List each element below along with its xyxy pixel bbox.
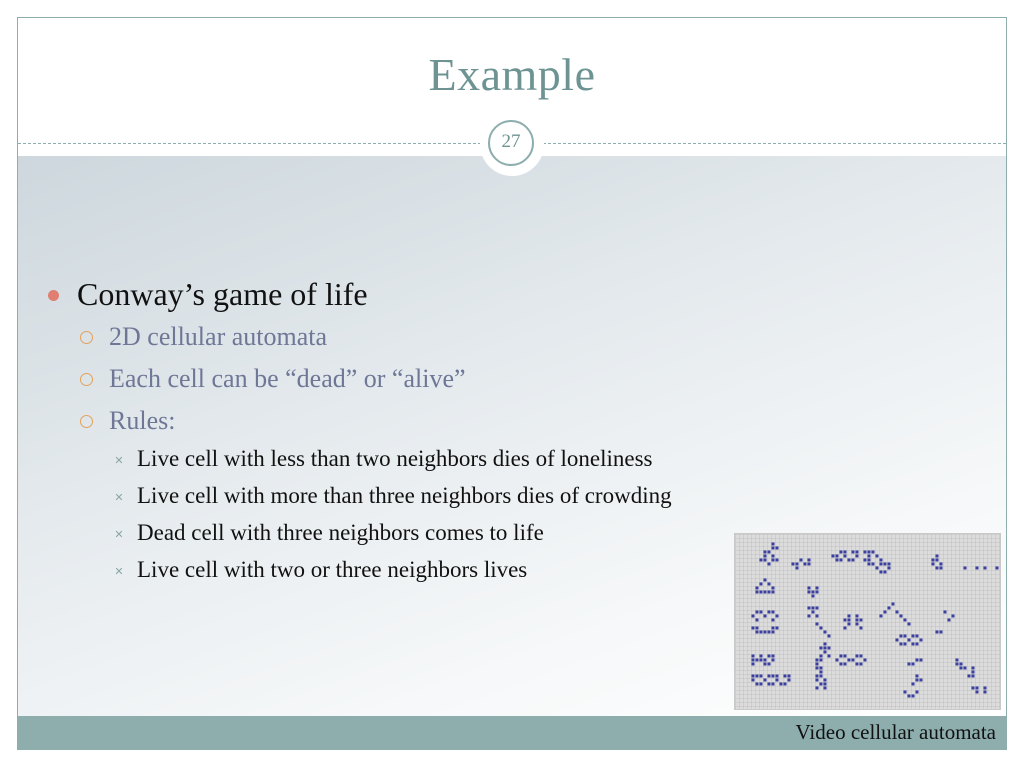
sub-bullet-automata [80,322,327,352]
live-cell [808,615,811,618]
live-cell [812,595,815,598]
live-cell [772,555,775,558]
live-cell [984,691,987,694]
live-cell [772,591,775,594]
live-cell [756,659,759,662]
live-cell [760,559,763,562]
live-cell [948,619,951,622]
live-cell [904,691,907,694]
live-cell [756,683,759,686]
live-cell [756,627,759,630]
live-cell [856,551,859,554]
live-cell [964,667,967,670]
live-cell [760,675,763,678]
hollow-circle-bullet-icon [80,373,93,386]
live-cell [764,631,767,634]
live-cell [984,567,987,570]
live-cell [756,631,759,634]
live-cell [936,567,939,570]
live-cell [900,615,903,618]
live-cell [848,559,851,562]
live-cell [964,567,967,570]
hollow-circle-bullet-icon [80,331,93,344]
live-cell [776,559,779,562]
live-cell [752,659,755,662]
live-cell [820,659,823,662]
live-cell [868,555,871,558]
slide-number: 27 [488,120,534,166]
live-cell [828,655,831,658]
live-cell [816,615,819,618]
live-cell [792,563,795,566]
live-cell [940,631,943,634]
live-cell [776,675,779,678]
live-cell [752,655,755,658]
live-cell [844,627,847,630]
live-cell [760,683,763,686]
live-cell [768,663,771,666]
live-cell [836,659,839,662]
live-cell [760,583,763,586]
live-cell [976,691,979,694]
live-cell [916,659,919,662]
live-cell [772,611,775,614]
live-cell [972,667,975,670]
live-cell [816,587,819,590]
live-cell [860,627,863,630]
live-cell [864,659,867,662]
live-cell [880,563,883,566]
live-cell [772,655,775,658]
live-cell [752,679,755,682]
live-cell [876,555,879,558]
live-cell [820,675,823,678]
live-cell [812,591,815,594]
live-cell [848,659,851,662]
live-cell [864,551,867,554]
sub-bullet-cell-states [80,364,466,394]
live-cell [756,619,759,622]
live-cell [828,635,831,638]
sub-bullet-rules [80,406,175,436]
live-cell [904,635,907,638]
live-cell [860,619,863,622]
live-cell [764,591,767,594]
live-cell [816,675,819,678]
live-cell [768,551,771,554]
live-cell [788,675,791,678]
live-cell [848,623,851,626]
live-cell [968,675,971,678]
live-cell [812,611,815,614]
live-cell [848,615,851,618]
live-cell [816,667,819,670]
live-cell [908,623,911,626]
live-cell [760,631,763,634]
star-bullet-icon: ✕ [114,455,124,468]
live-cell [776,615,779,618]
live-cell [760,591,763,594]
rule-item [114,520,544,546]
live-cell [912,695,915,698]
live-cell [856,655,859,658]
live-cell [768,563,771,566]
live-cell [772,547,775,550]
live-cell [844,663,847,666]
live-cell [772,631,775,634]
live-cell [836,559,839,562]
live-cell [820,655,823,658]
live-cell [840,655,843,658]
live-cell [784,683,787,686]
live-cell [772,683,775,686]
live-cell [936,559,939,562]
rule-text: Live cell with two or three neighbors lives [137,557,528,582]
live-cell [764,559,767,562]
live-cell [920,659,923,662]
live-cell [756,611,759,614]
live-cell [772,675,775,678]
live-cell [772,619,775,622]
live-cell [824,687,827,690]
live-cell [820,683,823,686]
live-cell [756,587,759,590]
live-cell [888,567,891,570]
live-cell [824,647,827,650]
live-cell [760,655,763,658]
live-cell [984,687,987,690]
live-cell [772,587,775,590]
live-cell [884,563,887,566]
bullet-level1 [48,276,368,313]
live-cell [840,559,843,562]
live-cell [772,627,775,630]
live-cell [824,643,827,646]
live-cell [824,679,827,682]
live-cell [808,559,811,562]
slide-footer-bar [18,716,1006,750]
live-cell [904,643,907,646]
live-cell [820,667,823,670]
live-cell [836,555,839,558]
live-cell [952,615,955,618]
live-cell [752,615,755,618]
live-cell [936,555,939,558]
live-cell [972,671,975,674]
live-cell [972,675,975,678]
live-cell [816,687,819,690]
rule-item [114,557,527,583]
star-bullet-icon: ✕ [114,529,124,542]
live-cell [856,619,859,622]
live-cell [932,559,935,562]
live-cell [856,555,859,558]
live-cell [912,643,915,646]
live-cell [940,567,943,570]
live-cell [860,655,863,658]
live-cell [776,547,779,550]
slide-title: Example [428,49,596,100]
live-cell [764,659,767,662]
live-cell [916,635,919,638]
live-cell [832,555,835,558]
sub-bullet-text: Each cell can be “dead” or “alive” [109,364,466,393]
live-cell [808,563,811,566]
live-cell [820,671,823,674]
live-cell [916,691,919,694]
live-cell [816,659,819,662]
live-cell [768,675,771,678]
slide-number-badge [480,112,544,176]
rule-item [114,446,653,472]
game-of-life-image [734,533,1001,710]
live-cell [764,679,767,682]
live-cell [756,675,759,678]
live-cell [764,551,767,554]
live-cell [760,659,763,662]
live-cell [768,583,771,586]
live-cell [916,679,919,682]
bullet-text: Conway’s game of life [77,276,368,312]
hollow-circle-bullet-icon [80,415,93,428]
live-cell [824,631,827,634]
live-cell [856,623,859,626]
live-cell [908,663,911,666]
live-cell [916,675,919,678]
live-cell [816,607,819,610]
live-cell [892,603,895,606]
live-cell [764,615,767,618]
live-cell [908,639,911,642]
live-cell [816,663,819,666]
live-cell [844,555,847,558]
filled-circle-bullet-icon [48,290,59,301]
live-cell [784,675,787,678]
live-cell [888,563,891,566]
live-cell [768,655,771,658]
live-cell [868,563,871,566]
live-cell [896,611,899,614]
live-cell [788,679,791,682]
live-cell [884,571,887,574]
live-cell [772,559,775,562]
live-cell [768,591,771,594]
live-cell [844,655,847,658]
live-cell [816,679,819,682]
live-cell [864,559,867,562]
live-cell [904,619,907,622]
rule-text: Live cell with less than two neighbors dies of loneliness [137,446,653,471]
live-cell [764,663,767,666]
live-cell [972,687,975,690]
live-cell [852,551,855,554]
live-cell [996,567,999,570]
live-cell [900,635,903,638]
live-cell [828,647,831,650]
live-cell [816,591,819,594]
live-cell [760,611,763,614]
live-cell [752,675,755,678]
live-cell [808,607,811,610]
live-cell [976,687,979,690]
live-cell [772,543,775,546]
live-cell [872,551,875,554]
live-cell [848,619,851,622]
live-cell [884,611,887,614]
live-cell [840,551,843,554]
live-cell [820,647,823,650]
live-cell [960,663,963,666]
live-cell [912,663,915,666]
live-cell [764,579,767,582]
live-cell [956,659,959,662]
live-cell [880,615,883,618]
live-cell [804,563,807,566]
live-cell [880,559,883,562]
live-cell [912,635,915,638]
live-cell [820,627,823,630]
live-cell [768,631,771,634]
live-cell [808,591,811,594]
star-bullet-icon: ✕ [114,492,124,505]
star-bullet-icon: ✕ [114,566,124,579]
sub-bullet-text: 2D cellular automata [109,322,328,351]
live-cell [852,659,855,662]
live-cell [840,663,843,666]
rule-text: Dead cell with three neighbors comes to life [137,520,544,545]
live-cell [796,563,799,566]
live-cell [772,659,775,662]
live-cell [752,627,755,630]
live-cell [856,615,859,618]
live-cell [896,639,899,642]
live-cell [960,667,963,670]
live-cell [956,663,959,666]
live-cell [888,607,891,610]
live-cell [908,695,911,698]
slide [17,17,1007,750]
live-cell [764,555,767,558]
live-cell [752,663,755,666]
live-cell [776,627,779,630]
live-cell [868,551,871,554]
live-cell [944,611,947,614]
rule-item [114,483,672,509]
live-cell [920,639,923,642]
live-cell [932,563,935,566]
live-cell [936,631,939,634]
live-cell [872,563,875,566]
rule-text: Live cell with more than three neighbors dies of crowding [137,483,672,508]
live-cell [880,571,883,574]
live-cell [856,663,859,666]
live-cell [900,643,903,646]
live-cell [780,683,783,686]
live-cell [844,551,847,554]
live-cell [808,587,811,590]
live-cell [812,607,815,610]
live-cell [816,623,819,626]
live-cell [852,559,855,562]
live-cell [800,559,803,562]
live-cell [976,567,979,570]
live-cell [912,683,915,686]
live-cell [768,611,771,614]
live-cell [768,683,771,686]
live-cell [824,651,827,654]
live-cell [796,567,799,570]
live-cell [876,567,879,570]
live-cell [756,591,759,594]
live-cell [920,679,923,682]
image-caption: Video cellular automata [795,720,996,744]
live-cell [940,563,943,566]
live-cell [776,679,779,682]
live-cell [824,683,827,686]
sub-bullet-text: Rules: [109,406,176,435]
live-cell [844,619,847,622]
live-cell [916,643,919,646]
live-cell [868,559,871,562]
live-cell [860,663,863,666]
